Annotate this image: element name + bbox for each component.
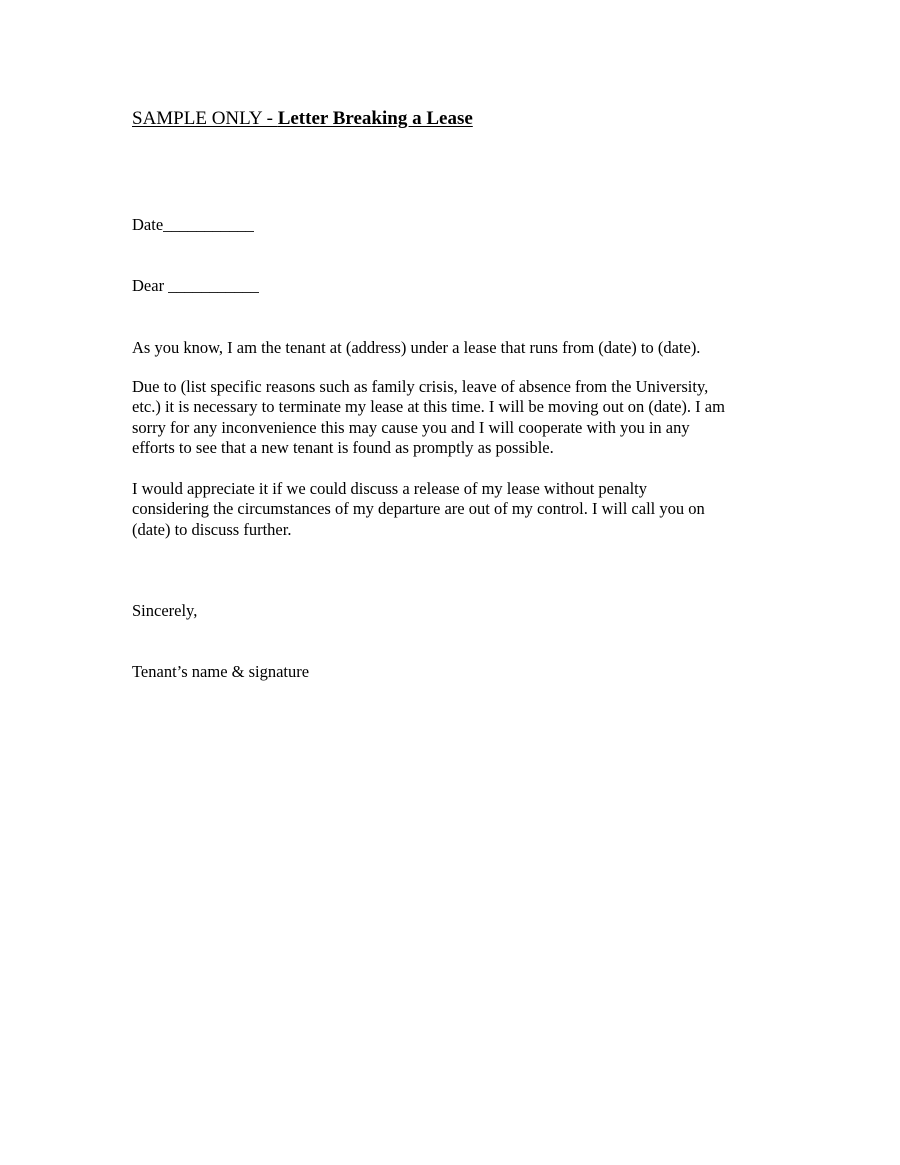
paragraph-request bbox=[132, 479, 772, 540]
closing: Sincerely, bbox=[132, 601, 198, 620]
paragraph-reasons bbox=[132, 377, 772, 458]
paragraph-line: Due to (list specific reasons such as family crisis, leave of absence from the University, bbox=[132, 377, 709, 396]
paragraph-line: efforts to see that a new tenant is found as promptly as possible. bbox=[132, 437, 554, 457]
paragraph-line: (date) to discuss further. bbox=[132, 519, 292, 539]
paragraph-line: etc.) it is necessary to terminate my lease at this time. I will be moving out on (date). I am bbox=[132, 397, 725, 417]
paragraph-line: considering the circumstances of my departure are out of my control. I will call you on bbox=[132, 499, 705, 519]
paragraph-line: I would appreciate it if we could discuss a release of my lease without penalty bbox=[132, 479, 647, 498]
paragraph-line: sorry for any inconvenience this may cause you and I will cooperate with you in any bbox=[132, 417, 690, 437]
date-line: Date___________ bbox=[132, 215, 254, 234]
salutation: Dear ___________ bbox=[132, 276, 259, 295]
title-main: Letter Breaking a Lease bbox=[277, 108, 473, 129]
title-prefix: SAMPLE ONLY - bbox=[132, 108, 278, 129]
paragraph-intro: As you know, I am the tenant at (address) under a lease that runs from (date) to (date). bbox=[132, 338, 701, 357]
page-title bbox=[132, 108, 473, 130]
signature-line: Tenant’s name & signature bbox=[132, 662, 310, 681]
